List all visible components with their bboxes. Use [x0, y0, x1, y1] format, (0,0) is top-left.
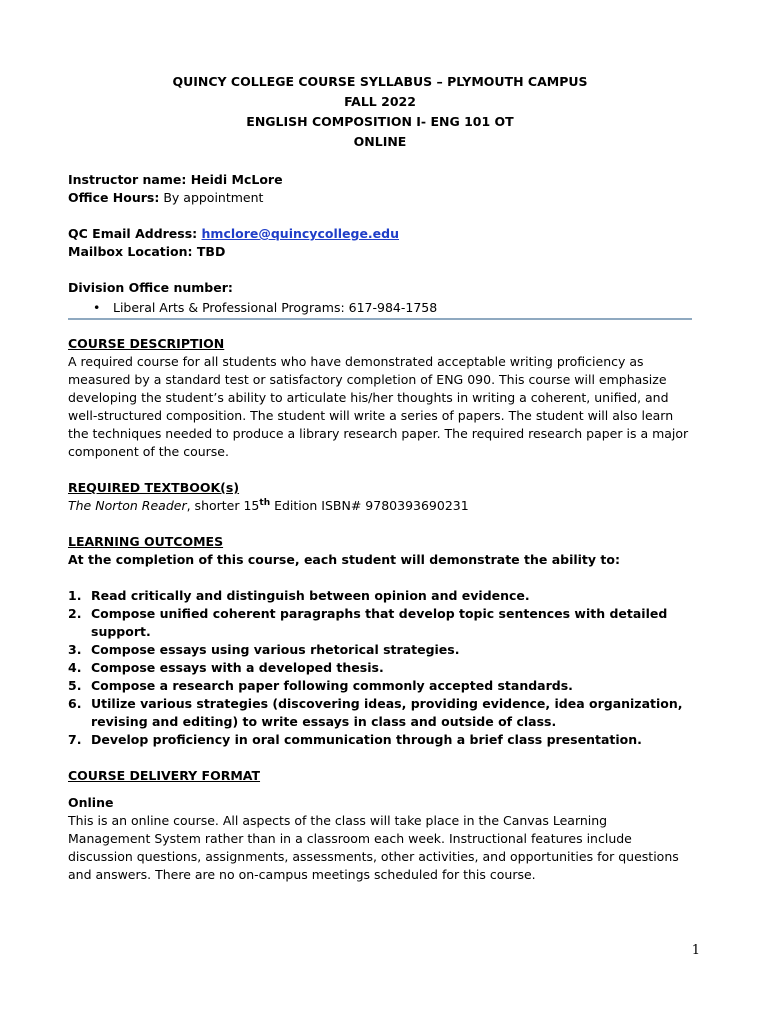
header-format: ONLINE: [353, 134, 407, 149]
delivery-text: This is an online course. All aspects of the class will take place in the Canvas Learning Management System rather than in a classroom each week. Instructional features include discussion questions, assignments, assessments, other activities, and opportunities for questions and answers. There are no on-campus meetings scheduled for this course.: [68, 813, 679, 882]
contact-info: [68, 225, 692, 261]
textbook-section: [68, 479, 692, 515]
book-edition: , shorter 15: [186, 498, 260, 513]
learning-outcomes-list: [68, 587, 692, 749]
item-text: Compose essays using various rhetorical strategies.: [91, 642, 460, 657]
header-title: QUINCY COLLEGE COURSE SYLLABUS – PLYMOUTH CAMPUS: [172, 74, 588, 89]
section-divider: [68, 318, 692, 320]
edition-suffix: th: [259, 497, 271, 508]
instructor-name: Instructor name: Heidi McLore: [68, 172, 283, 187]
office-hours-value: By appointment: [159, 190, 264, 205]
item-number: 5.: [68, 678, 82, 693]
course-description-title: COURSE DESCRIPTION: [68, 336, 225, 351]
page-number: 1: [691, 943, 700, 958]
item-text: Compose a research paper following commonly accepted standards.: [91, 678, 573, 693]
item-number: 1.: [68, 588, 82, 603]
email-label: QC Email Address:: [68, 226, 202, 241]
list-item: [68, 677, 692, 695]
item-text: Compose unified coherent paragraphs that develop topic sentences with detailed support.: [91, 606, 668, 639]
item-text: Read critically and distinguish between opinion and evidence.: [91, 588, 530, 603]
course-description-section: [68, 335, 692, 461]
email-link[interactable]: hmclore@quincycollege.edu: [201, 226, 399, 241]
book-title: The Norton Reader: [68, 498, 187, 513]
delivery-section: [68, 767, 692, 884]
office-hours: [68, 189, 692, 207]
list-item: [68, 731, 692, 749]
item-text: Utilize various strategies (discovering ideas, providing evidence, idea organization, revising and editing) to write essays in class and outside of class.: [91, 696, 683, 729]
list-item: • Liberal Arts & Professional Programs: 617-984-1758: [113, 299, 692, 317]
textbook-entry: [68, 497, 692, 515]
learning-outcomes-intro: At the completion of this course, each student will demonstrate the ability to:: [68, 552, 620, 567]
course-description-text: A required course for all students who have demonstrated acceptable writing proficiency as measured by a standard test or satisfactory completion of ENG 090. This course will emphasize developing the student’s ability to articulate his/her thoughts in writing a coherent, unified, and well-structured composition. The student will write a series of papers. The student will also learn the techniques needed to produce a library research paper. The required research paper is a major component of the course.: [68, 354, 689, 459]
book-isbn: Edition ISBN# 9780393690231: [270, 498, 469, 513]
header-term: FALL 2022: [344, 94, 416, 109]
learning-outcomes-title: LEARNING OUTCOMES: [68, 534, 224, 549]
header-course: ENGLISH COMPOSITION I- ENG 101 OT: [246, 114, 514, 129]
delivery-subtitle: Online: [68, 795, 114, 810]
item-number: 4.: [68, 660, 82, 675]
division-label: Division Office number:: [68, 280, 233, 295]
item-text: Develop proficiency in oral communication through a brief class presentation.: [91, 732, 642, 747]
division-list: [68, 299, 692, 317]
list-item: [68, 695, 692, 731]
learning-outcomes-section: [68, 533, 692, 749]
list-item: [68, 587, 692, 605]
item-text: Compose essays with a developed thesis.: [91, 660, 384, 675]
syllabus-header: [68, 72, 692, 152]
delivery-title: COURSE DELIVERY FORMAT: [68, 768, 261, 783]
instructor-info: [68, 171, 692, 207]
item-number: 6.: [68, 696, 82, 711]
mailbox-location: Mailbox Location: TBD: [68, 244, 226, 259]
item-number: 7.: [68, 732, 82, 747]
list-item: [68, 659, 692, 677]
list-item: [68, 641, 692, 659]
item-number: 3.: [68, 642, 82, 657]
textbook-title: REQUIRED TEXTBOOK(s): [68, 480, 240, 495]
office-hours-label: Office Hours:: [68, 190, 160, 205]
division-info: [68, 279, 692, 320]
list-item: [68, 605, 692, 641]
item-number: 2.: [68, 606, 82, 621]
email-line: [68, 225, 692, 243]
